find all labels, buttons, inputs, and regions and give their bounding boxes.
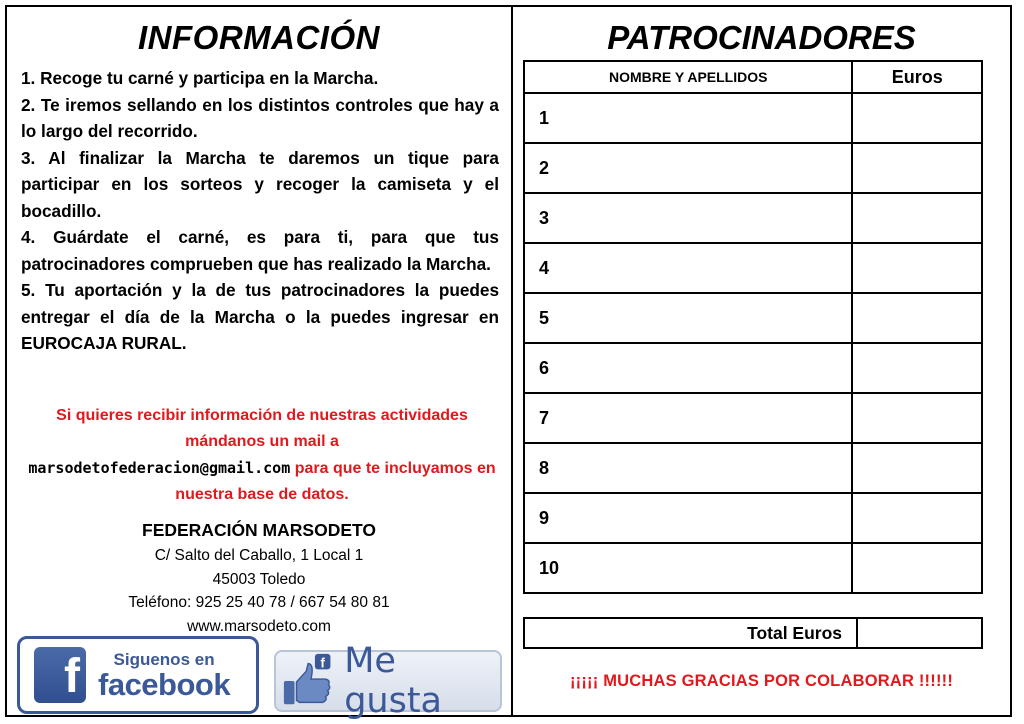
table-row — [524, 243, 982, 293]
table-row — [524, 343, 982, 393]
row-number: 8 — [524, 443, 852, 493]
row-number: 5 — [524, 293, 852, 343]
total-row — [524, 618, 982, 648]
information-list — [21, 65, 499, 357]
euros-cell[interactable] — [852, 493, 982, 543]
website-link[interactable]: www.marsodeto.com — [187, 617, 331, 635]
svg-text:f: f — [320, 655, 325, 671]
table-row — [524, 543, 982, 593]
total-euros-cell[interactable] — [857, 618, 982, 648]
table-row — [524, 143, 982, 193]
brochure-sheet — [5, 5, 1012, 721]
facebook-badge-bottom: facebook — [98, 667, 231, 702]
row-number: 10 — [524, 543, 852, 593]
euros-cell[interactable] — [852, 243, 982, 293]
information-panel — [7, 7, 511, 721]
info-item: 2. Te iremos sellando en los distintos controles que hay a lo largo del recorrido. — [21, 94, 499, 141]
table-row — [524, 293, 982, 343]
federation-name: FEDERACIÓN MARSODETO — [142, 520, 376, 540]
info-item: 5. Tu aportación y la de tus patrocinadores la puedes entregar el día de la Marcha o la puedes ingresar en EUROCAJA RURAL. — [21, 280, 499, 353]
info-item: 4. Guárdate el carné, es para ti, para que tus patrocinadores comprueben que has realizado la Marcha. — [21, 227, 499, 274]
information-title: INFORMACIÓN — [138, 19, 380, 56]
euros-cell[interactable] — [852, 93, 982, 143]
newsletter-notice — [27, 403, 497, 508]
sponsors-panel — [513, 7, 1010, 715]
euros-cell[interactable] — [852, 143, 982, 193]
euros-cell[interactable] — [852, 293, 982, 343]
table-row — [524, 193, 982, 243]
facebook-badge-text — [98, 650, 230, 700]
row-number: 6 — [524, 343, 852, 393]
facebook-logo-icon: f — [34, 647, 86, 703]
facebook-badge-top: Siguenos en — [113, 650, 215, 669]
table-row — [524, 493, 982, 543]
phone-numbers: Teléfono: 925 25 40 78 / 667 54 80 81 — [128, 594, 390, 611]
euros-cell[interactable] — [852, 193, 982, 243]
info-item: 1. Recoge tu carné y participa en la Marcha. — [21, 68, 379, 88]
sponsors-table — [523, 60, 983, 594]
row-number: 9 — [524, 493, 852, 543]
total-table — [523, 617, 983, 649]
column-header-name: NOMBRE Y APELLIDOS — [524, 61, 852, 93]
euros-cell[interactable] — [852, 543, 982, 593]
table-row — [524, 393, 982, 443]
thanks-message: ¡¡¡¡¡ MUCHAS GRACIAS POR COLABORAR !!!!!! — [569, 672, 954, 690]
notice-text-before: Si quieres recibir información de nuestras actividades mándanos un mail a — [56, 407, 468, 450]
row-number: 2 — [524, 143, 852, 193]
total-label: Total Euros — [524, 618, 857, 648]
info-item: 3. Al finalizar la Marcha te daremos un tique para participar en los sorteos y recoger la camiseta y el bocadillo. — [21, 147, 499, 221]
euros-cell[interactable] — [852, 393, 982, 443]
table-row — [524, 443, 982, 493]
address-line: C/ Salto del Caballo, 1 Local 1 — [154, 547, 364, 564]
table-row — [524, 93, 982, 143]
table-header-row — [524, 61, 982, 93]
notice-text-after: para que te incluyamos en nuestra base de datos. — [175, 460, 496, 503]
facebook-follow-badge[interactable] — [17, 636, 259, 714]
address-postal: 45003 Toledo — [212, 570, 306, 588]
row-number: 4 — [524, 243, 852, 293]
contact-email[interactable]: marsodetofederacion@gmail.com — [28, 459, 291, 477]
sponsors-title: PATROCINADORES — [607, 19, 916, 56]
euros-cell[interactable] — [852, 343, 982, 393]
row-number: 7 — [524, 393, 852, 443]
like-badge[interactable] — [274, 641, 502, 721]
euros-cell[interactable] — [852, 443, 982, 493]
thumbs-up-icon — [280, 651, 338, 711]
like-label: Me gusta — [344, 641, 442, 721]
row-number: 1 — [524, 93, 852, 143]
federation-address — [7, 544, 511, 638]
column-header-euros: Euros — [852, 61, 982, 93]
row-number: 3 — [524, 193, 852, 243]
